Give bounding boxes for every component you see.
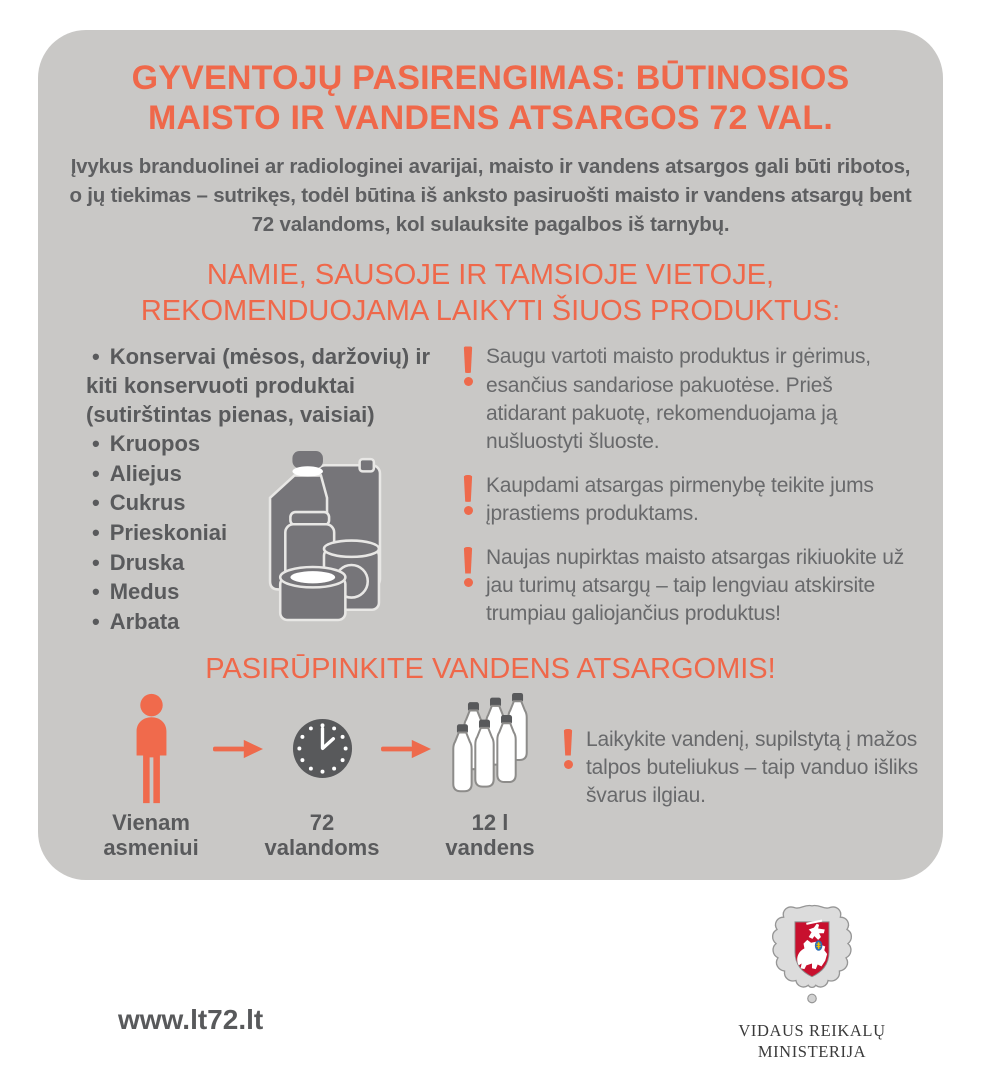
step-label: Vienam asmeniui <box>103 809 199 861</box>
exclamation-icon <box>562 729 574 769</box>
arrow-right-icon <box>210 692 266 806</box>
warnings-column <box>448 343 915 643</box>
exclamation-icon <box>462 475 474 515</box>
bullet-dot: • <box>92 344 100 370</box>
clock-icon <box>291 717 354 780</box>
step-clock <box>266 692 378 862</box>
step-label: 72 valandoms <box>264 809 380 861</box>
warning-text: Kaupdami atsargas pirmenybę teikite jums įprastiems produktams. <box>486 473 874 526</box>
water-steps-row <box>92 692 919 862</box>
list-item <box>86 489 448 518</box>
list-item <box>86 460 448 489</box>
warning-text: Naujas nupirktas maisto atsargas rikiuokite už jau turimų atsargų – taip lengviau atskirsite trumpiau galiojančius produktus! <box>486 545 904 626</box>
bullet-dot: • <box>92 549 100 575</box>
warning-item <box>462 343 915 456</box>
list-item <box>86 549 448 578</box>
website-url: www.lt72.lt <box>118 1004 264 1035</box>
intro-paragraph: Įvykus branduolinei ar radiologinei avarijai, maisto ir vandens atsargos gali būti ribotos, o jų tiekimas – sutrikęs, todėl būtina iš anksto pasiruošti maisto ir vandens atsargų bent 72 valandoms, kol sulauksite pagalbos iš tarnybų. <box>69 155 912 237</box>
coat-of-arms-icon <box>764 903 860 1007</box>
bullet-dot: • <box>92 460 100 486</box>
food-item-label: Arbata <box>109 608 180 634</box>
warning-text: Saugu vartoti maisto produktus ir gėrimus, esančius sandariose pakuotėse. Prieš atidarant pakuotę, rekomenduojama ją nušluostyti šluoste. <box>486 345 871 454</box>
bullet-dot: • <box>92 579 100 605</box>
food-item-label: Kruopos <box>109 431 201 457</box>
arrow-right-icon <box>378 692 434 806</box>
step-label: 12 l vandens <box>445 809 535 861</box>
water-heading: PASIRŪPINKITE VANDENS ATSARGOMIS! <box>205 652 776 685</box>
food-item-label: Medus <box>109 579 180 605</box>
warning-item <box>462 472 915 529</box>
ministry-line: MINISTERIJA <box>757 1042 867 1062</box>
page-title: GYVENTOJŲ PASIRENGIMAS: BŪTINOSIOS MAISTO IR VANDENS ATSARGOS 72 VAL. <box>131 59 850 138</box>
warning-text: Laikykite vandenį, supilstytą į mažos talpos buteliukus – taip vanduo išliks švarus ilgiau. <box>586 727 919 808</box>
exclamation-icon <box>462 547 474 587</box>
water-bottles-icon <box>444 693 536 805</box>
storage-heading: NAMIE, SAUSOJE IR TAMSIOJE VIETOJE, REKOMENDUOJAMA LAIKYTI ŠIUOS PRODUKTUS: <box>140 258 841 327</box>
list-item <box>86 608 448 637</box>
ministry-line: VIDAUS REIKALŲ <box>738 1021 886 1040</box>
content-columns <box>86 343 915 643</box>
water-warning-item <box>562 726 919 811</box>
step-bottles <box>434 692 546 862</box>
warning-item <box>462 544 915 629</box>
food-item-label: Aliejus <box>109 460 182 486</box>
list-item <box>86 519 448 548</box>
infographic-card <box>38 30 943 880</box>
list-item <box>86 578 448 607</box>
food-item-label: Prieskoniai <box>109 520 228 546</box>
food-item-label: Konservai (mėsos, daržovių) ir kiti konservuoti produktai (sutirštintas pienas, vaisiai) <box>86 344 431 427</box>
bullet-dot: • <box>92 520 100 546</box>
food-list-column <box>86 343 448 643</box>
bullet-dot: • <box>92 490 100 516</box>
list-item <box>86 343 448 429</box>
bullet-dot: • <box>92 431 100 457</box>
bullet-dot: • <box>92 608 100 634</box>
food-item-label: Cukrus <box>109 490 186 516</box>
canned-food-illustration-icon <box>268 451 382 624</box>
step-person <box>92 692 210 862</box>
list-item <box>86 430 448 459</box>
person-icon <box>123 693 180 805</box>
ministry-block <box>728 903 896 1063</box>
ministry-name <box>728 1020 896 1063</box>
food-item-label: Druska <box>109 549 185 575</box>
exclamation-icon <box>462 346 474 386</box>
